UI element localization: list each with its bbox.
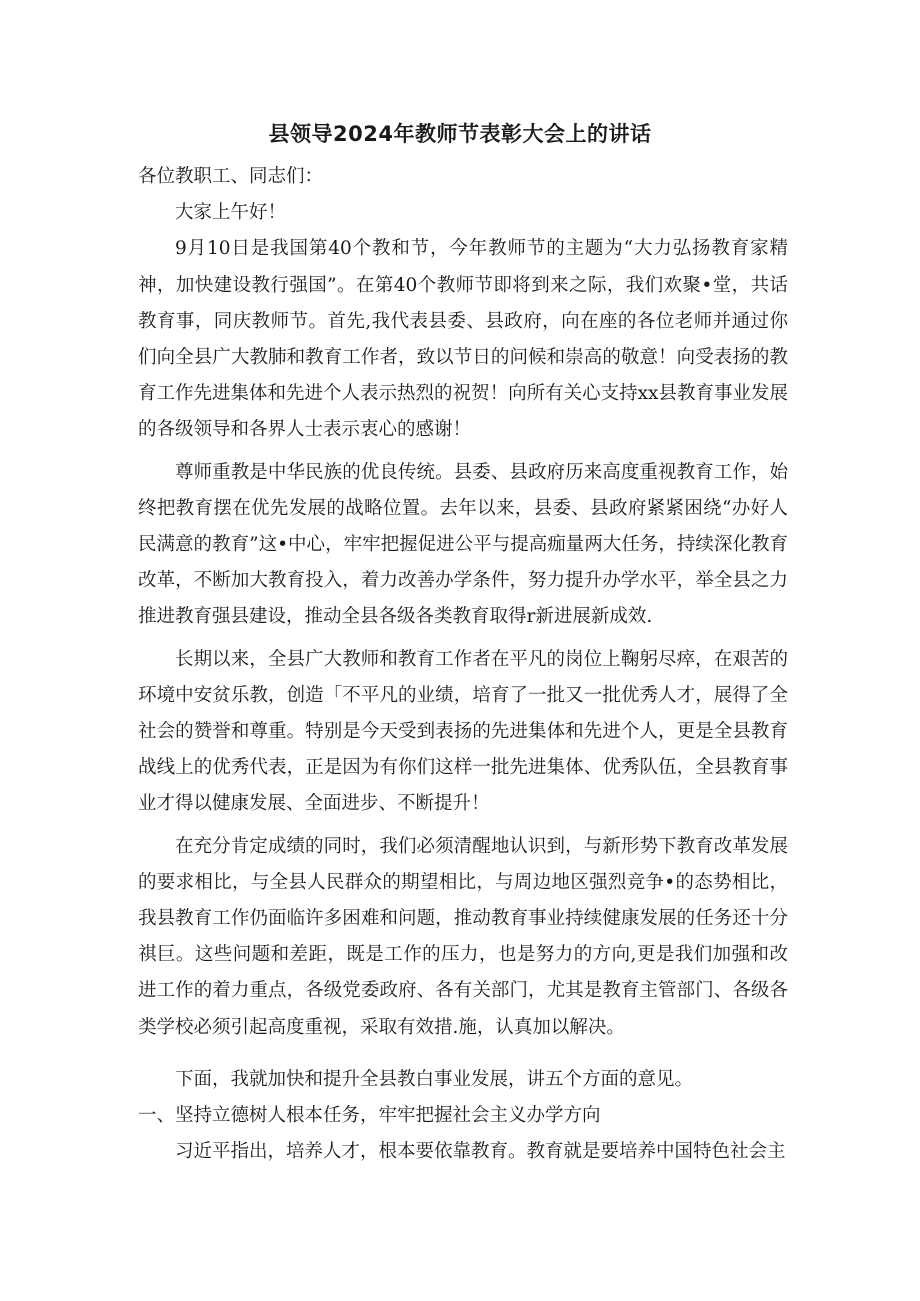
- paragraph-achievements: 长期以来，全县广大教师和教育工作者在平凡的岗位上鞠躬尽瘁，在艰苦的环境中安贫乐教，创造「不平凡的业绩，培育了一批又一批优秀人才，展得了全社会的赞誉和尊重。特别是今天受到表扬的先进集体和先进个人，更是全县教育战线上的优秀代表，正是因为有你们这样一批先进集体、优秀队伍，全县教育事业才得以健康发展、全面进步、不断提升！: [138, 648, 788, 815]
- spacer: [138, 1046, 788, 1062]
- document-body: [138, 159, 788, 1170]
- document-title: 县领导2024年教师节表彰大会上的讲话: [268, 122, 652, 146]
- paragraph-opening: 9月10日是我国第40个教和节，今年教师节的主题为“大力弘扬教育家精神，加快建设教行强国”。在第40个教师节即将到来之际，我们欢聚•堂，共话教育事，同庆教师节。首先,我代表县委、县政府，向在座的各位老师并通过你们向全县广大教肺和教育工作者，致以节日的问候和崇高的敬意！向受表扬的教育工作先进集体和先进个人表示热烈的祝贺！向所有关心支持xx县教育事业发展的各级领导和各界人士表示衷心的感谢！: [138, 238, 788, 441]
- paragraph-challenges: 在充分肯定成绩的同时，我们必须清醒地认识到，与新形势下教育改革发展的要求相比，与全县人民群众的期望相比，与周边地区强烈竞争•的态势相比，我县教育工作仍面临许多困难和问题，推动教育事业持续健康发展的任务还十分祺巨。这些问题和差距，既是工作的压力，也是努力的方向,更是我们加强和改进工作的着力重点，各级党委政府、各有关部门，尤其是教育主管部门、各级各类学校必须引起高度重视，采取有效措.施，认真加以解决。: [138, 835, 788, 1038]
- salutation: 各位教职工、同志们：: [138, 166, 324, 187]
- paragraph-tradition: 尊师重教是中华民族的优良传统。县委、县政府历来高度重视教育工作，始终把教育摆在优先发展的战略位置。去年以来，县委、县政府紧紧困绕“办好人民满意的教育”这•中心，牢牢把握促进公平与提高痂量两大任务，持续深化教育改革，不断加大教育投入，着力改善办学条件，努力提升办学水平，举全县之力推进教育强县建设，推动全县各级各类教育取得r新进展新成效.: [138, 461, 788, 628]
- section-heading-1: 一、坚持立德树人根本任务，牢牢把握社会主义办学方向: [138, 1105, 601, 1127]
- paragraph-intro-points: 下面，我就加快和提升全县教白事业发展，讲五个方面的意见。: [175, 1068, 694, 1090]
- greeting: 大家上午好！: [175, 202, 287, 224]
- paragraph-section-1: 习近平指出，培养人才，根本要依靠教育。教育就是要培养中国特色社会主: [175, 1141, 786, 1163]
